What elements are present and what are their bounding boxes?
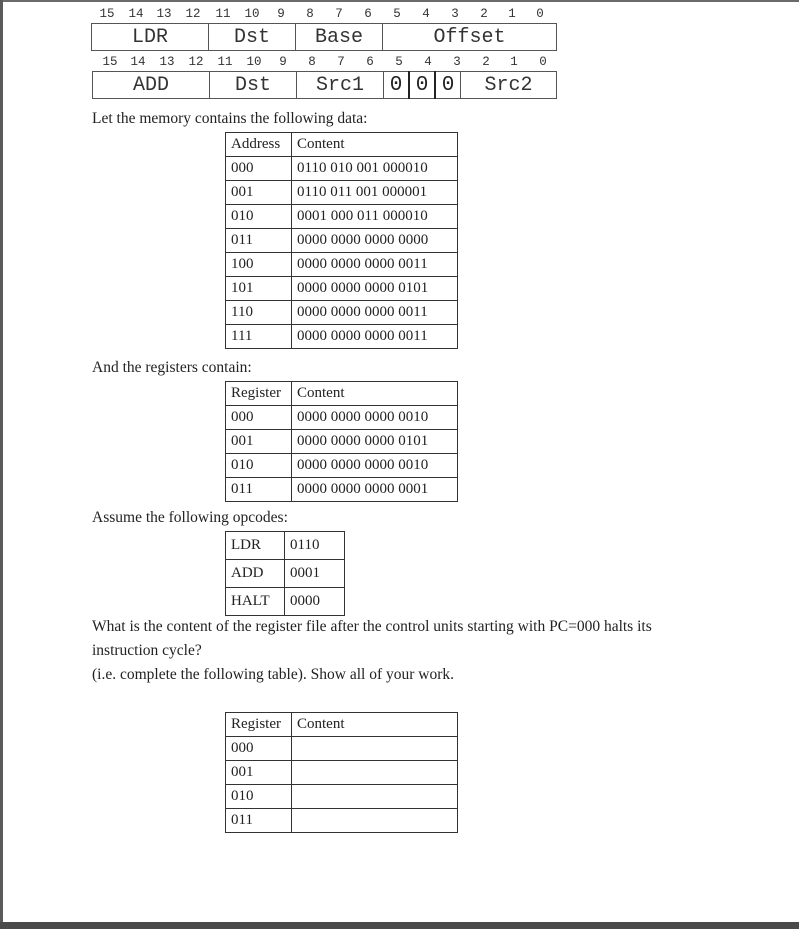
table-row <box>226 737 458 761</box>
page-frame-top <box>0 0 799 2</box>
bit-number: 8 <box>306 7 314 21</box>
table-header-row <box>226 382 458 406</box>
answer-content-cell[interactable] <box>292 809 458 833</box>
memory-table <box>225 132 458 349</box>
table-row <box>226 532 345 560</box>
content-cell: 0000 0000 0000 0000 <box>292 229 458 253</box>
registers-table <box>225 381 458 502</box>
table-row <box>226 157 458 181</box>
bit-number: 0 <box>536 7 544 21</box>
question-line-3: (i.e. complete the following table). Show all of your work. <box>92 666 455 683</box>
add-zero-bit-3: 0 <box>435 72 461 99</box>
register-cell: 011 <box>226 809 292 833</box>
address-cell: 010 <box>226 205 292 229</box>
address-cell: 001 <box>226 181 292 205</box>
table-row <box>226 560 345 588</box>
register-cell: 001 <box>226 430 292 454</box>
bit-number: 10 <box>246 55 262 69</box>
add-opcode-field: ADD <box>93 72 210 99</box>
table-row <box>226 454 458 478</box>
add-dst-field: Dst <box>210 72 297 99</box>
bit-number: 12 <box>185 7 201 21</box>
ldr-bit-numbers <box>0 7 799 21</box>
bit-number: 4 <box>422 7 430 21</box>
answer-table <box>225 712 458 833</box>
bit-number: 14 <box>128 7 144 21</box>
bit-number: 7 <box>335 7 343 21</box>
bit-number: 1 <box>508 7 516 21</box>
opcodes-intro: Assume the following opcodes: <box>92 509 288 526</box>
bit-number: 3 <box>453 55 461 69</box>
ldr-dst-field: Dst <box>209 24 296 51</box>
table-header-row <box>226 133 458 157</box>
bit-number: 11 <box>215 7 231 21</box>
bit-number: 8 <box>308 55 316 69</box>
opcodes-table <box>225 531 345 616</box>
bit-number: 15 <box>102 55 118 69</box>
bit-number: 9 <box>277 7 285 21</box>
page-frame-left <box>0 0 3 929</box>
address-cell: 110 <box>226 301 292 325</box>
answer-content-cell[interactable] <box>292 737 458 761</box>
bit-number: 9 <box>279 55 287 69</box>
page-frame-bottom <box>0 922 799 929</box>
bit-number: 15 <box>99 7 115 21</box>
table-row <box>226 785 458 809</box>
bit-number: 10 <box>244 7 260 21</box>
content-cell: 0000 0000 0000 0101 <box>292 277 458 301</box>
bit-number: 6 <box>366 55 374 69</box>
bit-number: 14 <box>130 55 146 69</box>
answer-content-cell[interactable] <box>292 761 458 785</box>
bit-number: 2 <box>482 55 490 69</box>
registers-intro: And the registers contain: <box>92 359 252 376</box>
ldr-format-table <box>91 23 557 51</box>
register-cell: 000 <box>226 737 292 761</box>
register-cell: 001 <box>226 761 292 785</box>
column-header: Content <box>292 133 458 157</box>
address-cell: 000 <box>226 157 292 181</box>
bit-number: 3 <box>451 7 459 21</box>
opcode-value-cell: 0000 <box>285 588 345 616</box>
table-row <box>226 253 458 277</box>
opcode-name-cell: ADD <box>226 560 285 588</box>
table-row <box>226 325 458 349</box>
memory-intro: Let the memory contains the following data: <box>92 110 368 127</box>
opcode-value-cell: 0110 <box>285 532 345 560</box>
opcode-name-cell: HALT <box>226 588 285 616</box>
add-format-table <box>92 71 557 99</box>
table-row <box>226 229 458 253</box>
address-cell: 011 <box>226 229 292 253</box>
ldr-opcode-field: LDR <box>92 24 209 51</box>
table-row <box>226 809 458 833</box>
table-row <box>226 181 458 205</box>
column-header: Address <box>226 133 292 157</box>
content-cell: 0000 0000 0000 0011 <box>292 325 458 349</box>
table-row <box>226 588 345 616</box>
table-row <box>226 406 458 430</box>
content-cell: 0000 0000 0000 0011 <box>292 253 458 277</box>
bit-number: 13 <box>159 55 175 69</box>
add-zero-bit-5: 0 <box>384 72 410 99</box>
bit-number: 7 <box>337 55 345 69</box>
address-cell: 111 <box>226 325 292 349</box>
address-cell: 101 <box>226 277 292 301</box>
opcode-value-cell: 0001 <box>285 560 345 588</box>
column-header: Content <box>292 713 458 737</box>
address-cell: 100 <box>226 253 292 277</box>
bit-number: 0 <box>539 55 547 69</box>
content-cell: 0000 0000 0000 0011 <box>292 301 458 325</box>
bit-number: 13 <box>156 7 172 21</box>
table-row <box>226 430 458 454</box>
bit-number: 1 <box>510 55 518 69</box>
answer-content-cell[interactable] <box>292 785 458 809</box>
bit-number: 6 <box>364 7 372 21</box>
table-header-row <box>226 713 458 737</box>
bit-number: 11 <box>217 55 233 69</box>
add-src1-field: Src1 <box>297 72 384 99</box>
content-cell: 0000 0000 0000 0001 <box>292 478 458 502</box>
add-src2-field: Src2 <box>461 72 557 99</box>
content-cell: 0000 0000 0000 0010 <box>292 454 458 478</box>
table-row <box>226 761 458 785</box>
ldr-offset-field: Offset <box>383 24 557 51</box>
question-line-1: What is the content of the register file after the control units starting with PC=000 halts its <box>92 618 652 635</box>
table-row <box>226 277 458 301</box>
register-cell: 000 <box>226 406 292 430</box>
content-cell: 0110 010 001 000010 <box>292 157 458 181</box>
content-cell: 0000 0000 0000 0101 <box>292 430 458 454</box>
ldr-base-field: Base <box>296 24 383 51</box>
question-line-2: instruction cycle? <box>92 642 202 659</box>
content-cell: 0110 011 001 000001 <box>292 181 458 205</box>
column-header: Content <box>292 382 458 406</box>
register-cell: 011 <box>226 478 292 502</box>
register-cell: 010 <box>226 454 292 478</box>
add-zero-bit-4: 0 <box>409 72 435 99</box>
content-cell: 0000 0000 0000 0010 <box>292 406 458 430</box>
table-row <box>226 205 458 229</box>
column-header: Register <box>226 713 292 737</box>
content-cell: 0001 000 011 000010 <box>292 205 458 229</box>
table-row <box>226 301 458 325</box>
bit-number: 5 <box>395 55 403 69</box>
opcode-name-cell: LDR <box>226 532 285 560</box>
bit-number: 4 <box>424 55 432 69</box>
bit-number: 2 <box>480 7 488 21</box>
table-row <box>226 478 458 502</box>
bit-number: 12 <box>188 55 204 69</box>
column-header: Register <box>226 382 292 406</box>
bit-number: 5 <box>393 7 401 21</box>
register-cell: 010 <box>226 785 292 809</box>
add-bit-numbers <box>0 55 799 69</box>
